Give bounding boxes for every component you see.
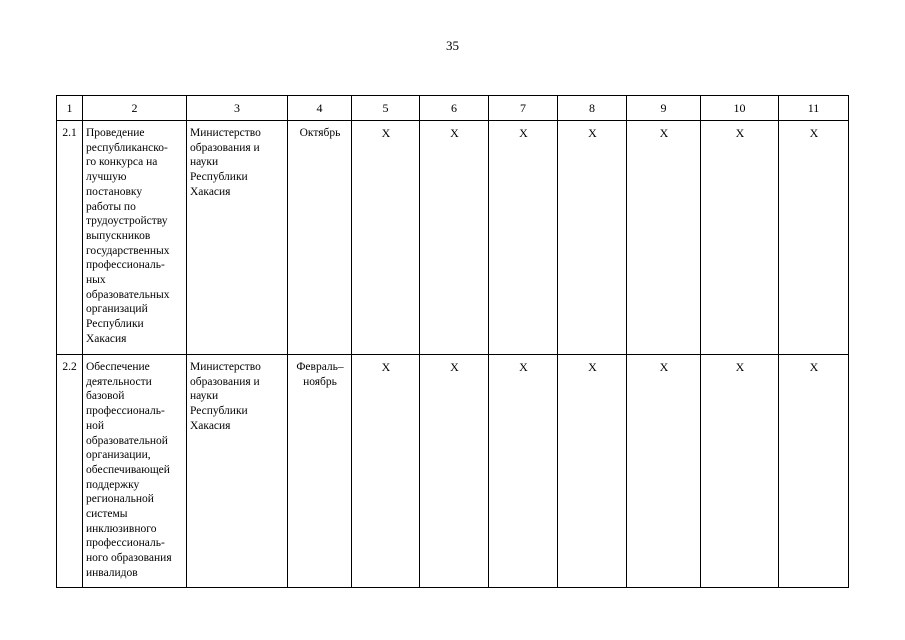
column-header: 8: [558, 96, 627, 121]
activity-cell: [83, 355, 187, 588]
period-text: Февраль– ноябрь: [296, 361, 344, 388]
column-header: 4: [288, 96, 352, 121]
column-header: 10: [701, 96, 779, 121]
executor-cell: [187, 355, 288, 588]
mark-cell: Х: [701, 355, 779, 588]
mark-cell: Х: [779, 121, 849, 355]
mark-cell: Х: [352, 121, 420, 355]
mark-cell: Х: [627, 121, 701, 355]
mark-cell: Х: [420, 355, 489, 588]
table-header-row: [57, 96, 849, 121]
executor-cell: [187, 121, 288, 355]
mark-cell: Х: [627, 355, 701, 588]
row-number-cell: 2.1: [57, 121, 83, 355]
mark-cell: Х: [489, 355, 558, 588]
period-text: Октябрь: [299, 127, 341, 139]
column-header: 7: [489, 96, 558, 121]
mark-cell: Х: [489, 121, 558, 355]
column-header: 11: [779, 96, 849, 121]
period-cell: [288, 121, 352, 355]
mark-cell: Х: [420, 121, 489, 355]
mark-cell: Х: [779, 355, 849, 588]
column-header: 9: [627, 96, 701, 121]
row-number-cell: 2.2: [57, 355, 83, 588]
table-row: [57, 355, 849, 588]
mark-cell: Х: [352, 355, 420, 588]
period-cell: [288, 355, 352, 588]
executor-text: Министерство образования и науки Республики Хакасия: [190, 127, 261, 198]
column-header: 1: [57, 96, 83, 121]
table-row: [57, 121, 849, 355]
mark-cell: Х: [558, 355, 627, 588]
page-number: 35: [446, 38, 459, 53]
activity-text: Обеспечение деятельности базовой профессиональ- ной образовательной организации, обеспечивающей поддержку региональной системы инклюзивного профессиональ- ного образования инвалидов: [86, 361, 172, 579]
column-header: 2: [83, 96, 187, 121]
mark-cell: Х: [558, 121, 627, 355]
activity-plan-table: [56, 95, 849, 588]
column-header: 5: [352, 96, 420, 121]
column-header: 6: [420, 96, 489, 121]
mark-cell: Х: [701, 121, 779, 355]
activity-text: Проведение республиканско- го конкурса на лучшую постановку работы по трудоустройству выпускников государственных профессиональ- ных образовательных организаций Республики Хакасия: [86, 127, 170, 345]
activity-cell: [83, 121, 187, 355]
column-header: 3: [187, 96, 288, 121]
executor-text: Министерство образования и науки Республики Хакасия: [190, 361, 261, 432]
